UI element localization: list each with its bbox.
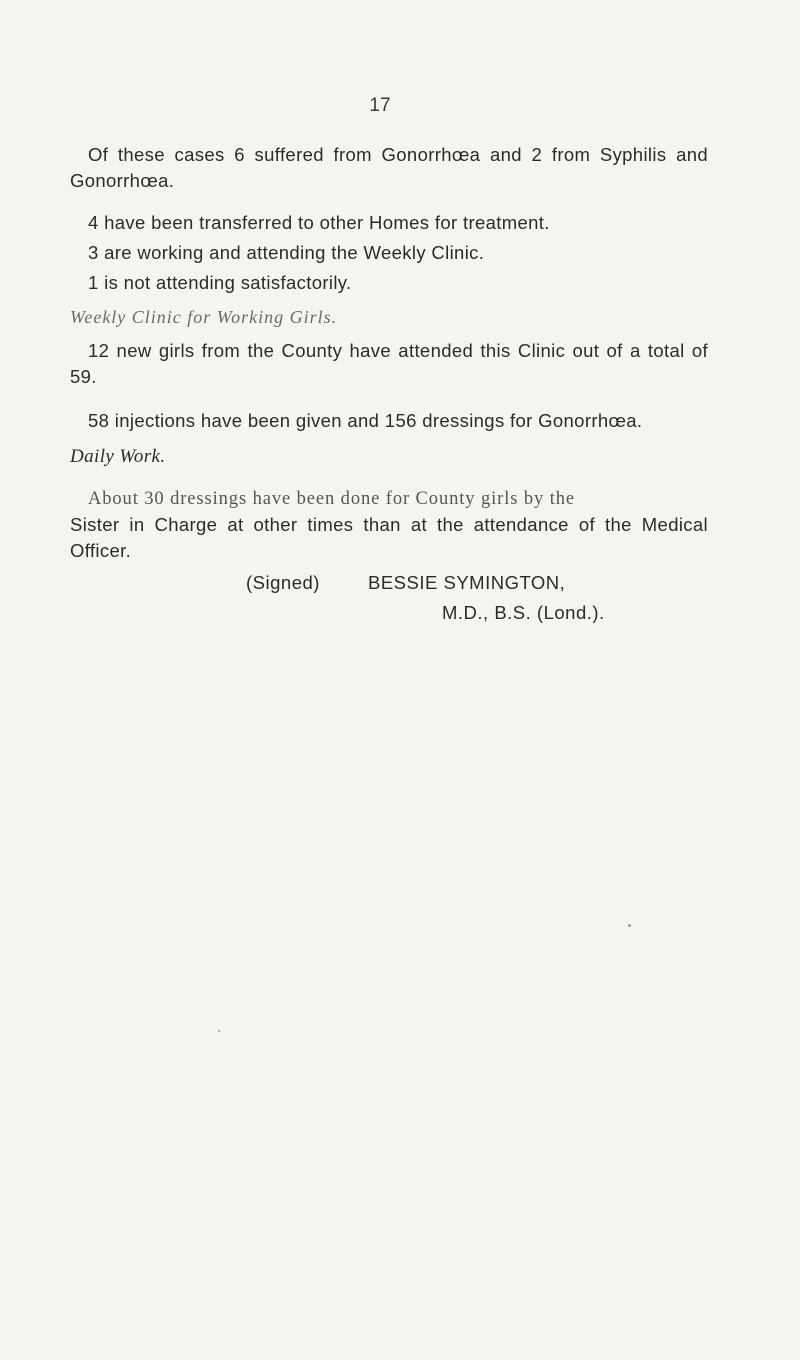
not-attending-line: 1 is not attending satisfactorily. — [88, 272, 352, 293]
signatory-qualifications: M.D., B.S. (Lond.). — [442, 602, 605, 623]
paper-speck — [628, 924, 631, 927]
cases-intro-paragraph: Of these cases 6 suffered from Gonorrhœa and 2 from Syphilis and Gonorrhœa. — [70, 144, 708, 191]
daily-work-rest-text: Sister in Charge at other times than at the attendance of the Medical Officer. — [70, 514, 708, 561]
new-girls-paragraph: 12 new girls from the County have attended this Clinic out of a total of 59. — [70, 340, 708, 387]
daily-work-heading: Daily Work. — [70, 446, 166, 467]
daily-work-lead-line: About 30 dressings have been done for County girls by the — [88, 489, 576, 509]
weekly-clinic-heading: Weekly Clinic for Working Girls. — [70, 307, 338, 327]
paper-speck — [218, 1030, 220, 1032]
signed-label: (Signed) — [246, 572, 320, 593]
signatory-name: BESSIE SYMINGTON, — [368, 572, 566, 593]
working-line: 3 are working and attending the Weekly Clinic. — [88, 242, 485, 263]
transferred-line: 4 have been transferred to other Homes for treatment. — [88, 212, 550, 233]
page-number: 17 — [369, 95, 391, 116]
injections-line: 58 injections have been given and 156 dressings for Gonorrhœa. — [88, 410, 643, 431]
